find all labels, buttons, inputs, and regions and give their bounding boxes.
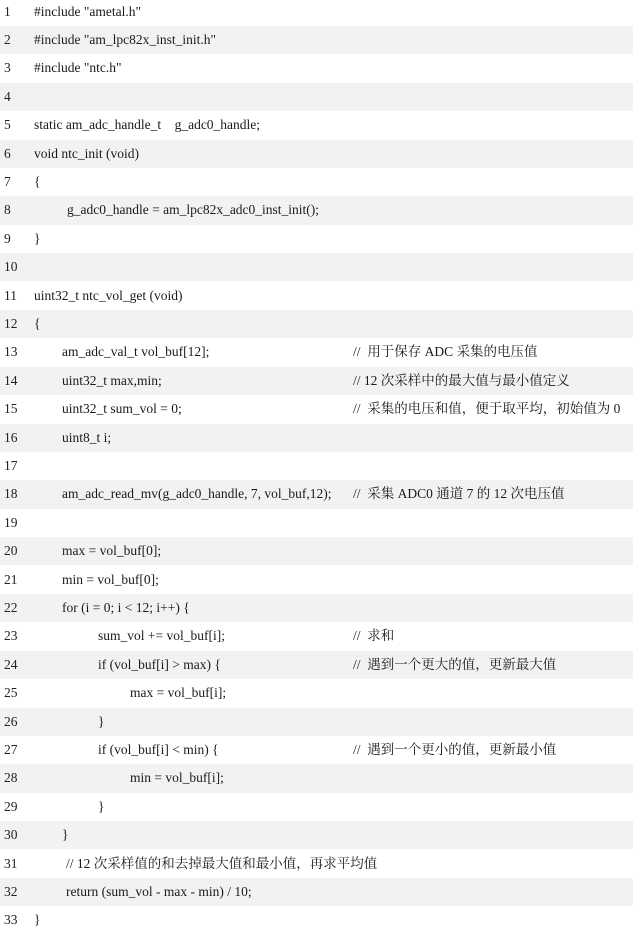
line-number: 23	[4, 628, 18, 644]
code-line	[0, 140, 633, 168]
code-line	[0, 0, 633, 26]
line-number: 1	[4, 3, 11, 19]
code-text: static am_adc_handle_t g_adc0_handle;	[34, 117, 261, 133]
code-comment: // 采集 ADC0 通道 7 的 12 次电压值	[353, 486, 565, 502]
code-line	[0, 196, 633, 224]
line-number: 21	[4, 571, 18, 587]
code-comment: // 采集的电压和值，便于取平均，初始值为 0	[353, 401, 621, 417]
line-number: 10	[4, 259, 18, 275]
code-text: #include "ntc.h"	[34, 60, 122, 76]
code-text: void ntc_init (void)	[34, 145, 139, 161]
code-line	[0, 253, 633, 281]
code-text: }	[62, 827, 69, 843]
code-line	[0, 424, 633, 452]
code-text: sum_vol += vol_buf[i];	[98, 628, 225, 644]
code-line	[0, 537, 633, 565]
code-text: {	[34, 315, 41, 331]
code-line	[0, 821, 633, 849]
code-line	[0, 282, 633, 310]
code-line	[0, 878, 633, 906]
code-text: g_adc0_handle = am_lpc82x_adc0_inst_init();	[67, 202, 320, 218]
code-line	[0, 480, 633, 508]
code-line	[0, 850, 633, 878]
line-number: 33	[4, 912, 18, 928]
code-text: am_adc_read_mv(g_adc0_handle, 7, vol_buf,12);	[62, 486, 332, 502]
code-line	[0, 594, 633, 622]
code-line	[0, 54, 633, 82]
code-line	[0, 395, 633, 423]
line-number: 31	[4, 855, 18, 871]
code-line	[0, 679, 633, 707]
line-number: 28	[4, 770, 18, 786]
line-number: 14	[4, 372, 18, 388]
code-comment: // 用于保存 ADC 采集的电压值	[353, 344, 538, 360]
line-number: 11	[4, 287, 17, 303]
code-line	[0, 708, 633, 736]
line-number: 25	[4, 685, 18, 701]
line-number: 24	[4, 656, 18, 672]
line-number: 30	[4, 827, 18, 843]
line-number: 15	[4, 401, 18, 417]
code-line	[0, 651, 633, 679]
code-comment: // 求和	[353, 628, 395, 644]
code-text: #include "ametal.h"	[34, 3, 141, 19]
code-comment: // 12 次采样中的最大值与最小值定义	[353, 372, 570, 388]
code-text: }	[98, 713, 105, 729]
code-line	[0, 338, 633, 366]
code-text: }	[98, 798, 105, 814]
code-text: uint8_t i;	[62, 429, 112, 445]
line-number: 29	[4, 798, 18, 814]
code-text: min = vol_buf[i];	[130, 770, 224, 786]
code-line	[0, 168, 633, 196]
code-text: if (vol_buf[i] < min) {	[98, 741, 219, 757]
line-number: 5	[4, 117, 11, 133]
line-number: 22	[4, 599, 18, 615]
line-number: 7	[4, 173, 11, 189]
line-number: 26	[4, 713, 18, 729]
code-text: am_adc_val_t vol_buf[12];	[62, 344, 210, 360]
code-line	[0, 310, 633, 338]
line-number: 20	[4, 543, 18, 559]
line-number: 8	[4, 202, 11, 218]
line-number: 13	[4, 344, 18, 360]
code-line	[0, 452, 633, 480]
code-text: max = vol_buf[0];	[62, 543, 162, 559]
line-number: 12	[4, 315, 18, 331]
code-text: min = vol_buf[0];	[62, 571, 159, 587]
code-line	[0, 225, 633, 253]
code-text: max = vol_buf[i];	[130, 685, 227, 701]
code-line	[0, 566, 633, 594]
code-text: #include "am_lpc82x_inst_init.h"	[34, 31, 216, 47]
code-comment: // 遇到一个更小的值，更新最小值	[353, 741, 557, 757]
line-number: 2	[4, 31, 11, 47]
code-line	[0, 906, 633, 934]
code-text: // 12 次采样值的和去掉最大值和最小值，再求平均值	[66, 855, 378, 871]
code-text: uint32_t ntc_vol_get (void)	[34, 287, 183, 303]
code-text: }	[34, 230, 41, 246]
line-number: 9	[4, 230, 11, 246]
code-line	[0, 509, 633, 537]
line-number: 19	[4, 514, 18, 530]
code-line	[0, 736, 633, 764]
code-line	[0, 793, 633, 821]
code-text: for (i = 0; i < 12; i++) {	[62, 599, 190, 615]
line-number: 18	[4, 486, 18, 502]
code-text: uint32_t max,min;	[62, 372, 162, 388]
line-number: 6	[4, 145, 11, 161]
line-number: 17	[4, 457, 18, 473]
code-comment: // 遇到一个更大的值，更新最大值	[353, 656, 557, 672]
line-number: 16	[4, 429, 18, 445]
code-line	[0, 26, 633, 54]
code-text: }	[34, 912, 41, 928]
code-line	[0, 83, 633, 111]
line-number: 3	[4, 60, 11, 76]
code-text: uint32_t sum_vol = 0;	[62, 401, 182, 417]
line-number: 32	[4, 883, 18, 899]
line-number: 4	[4, 88, 11, 104]
code-text: {	[34, 173, 41, 189]
code-line	[0, 764, 633, 792]
code-text: if (vol_buf[i] > max) {	[98, 656, 221, 672]
code-text: return (sum_vol - max - min) / 10;	[66, 883, 252, 899]
line-number: 27	[4, 741, 18, 757]
code-line	[0, 622, 633, 650]
code-line	[0, 111, 633, 139]
code-line	[0, 367, 633, 395]
